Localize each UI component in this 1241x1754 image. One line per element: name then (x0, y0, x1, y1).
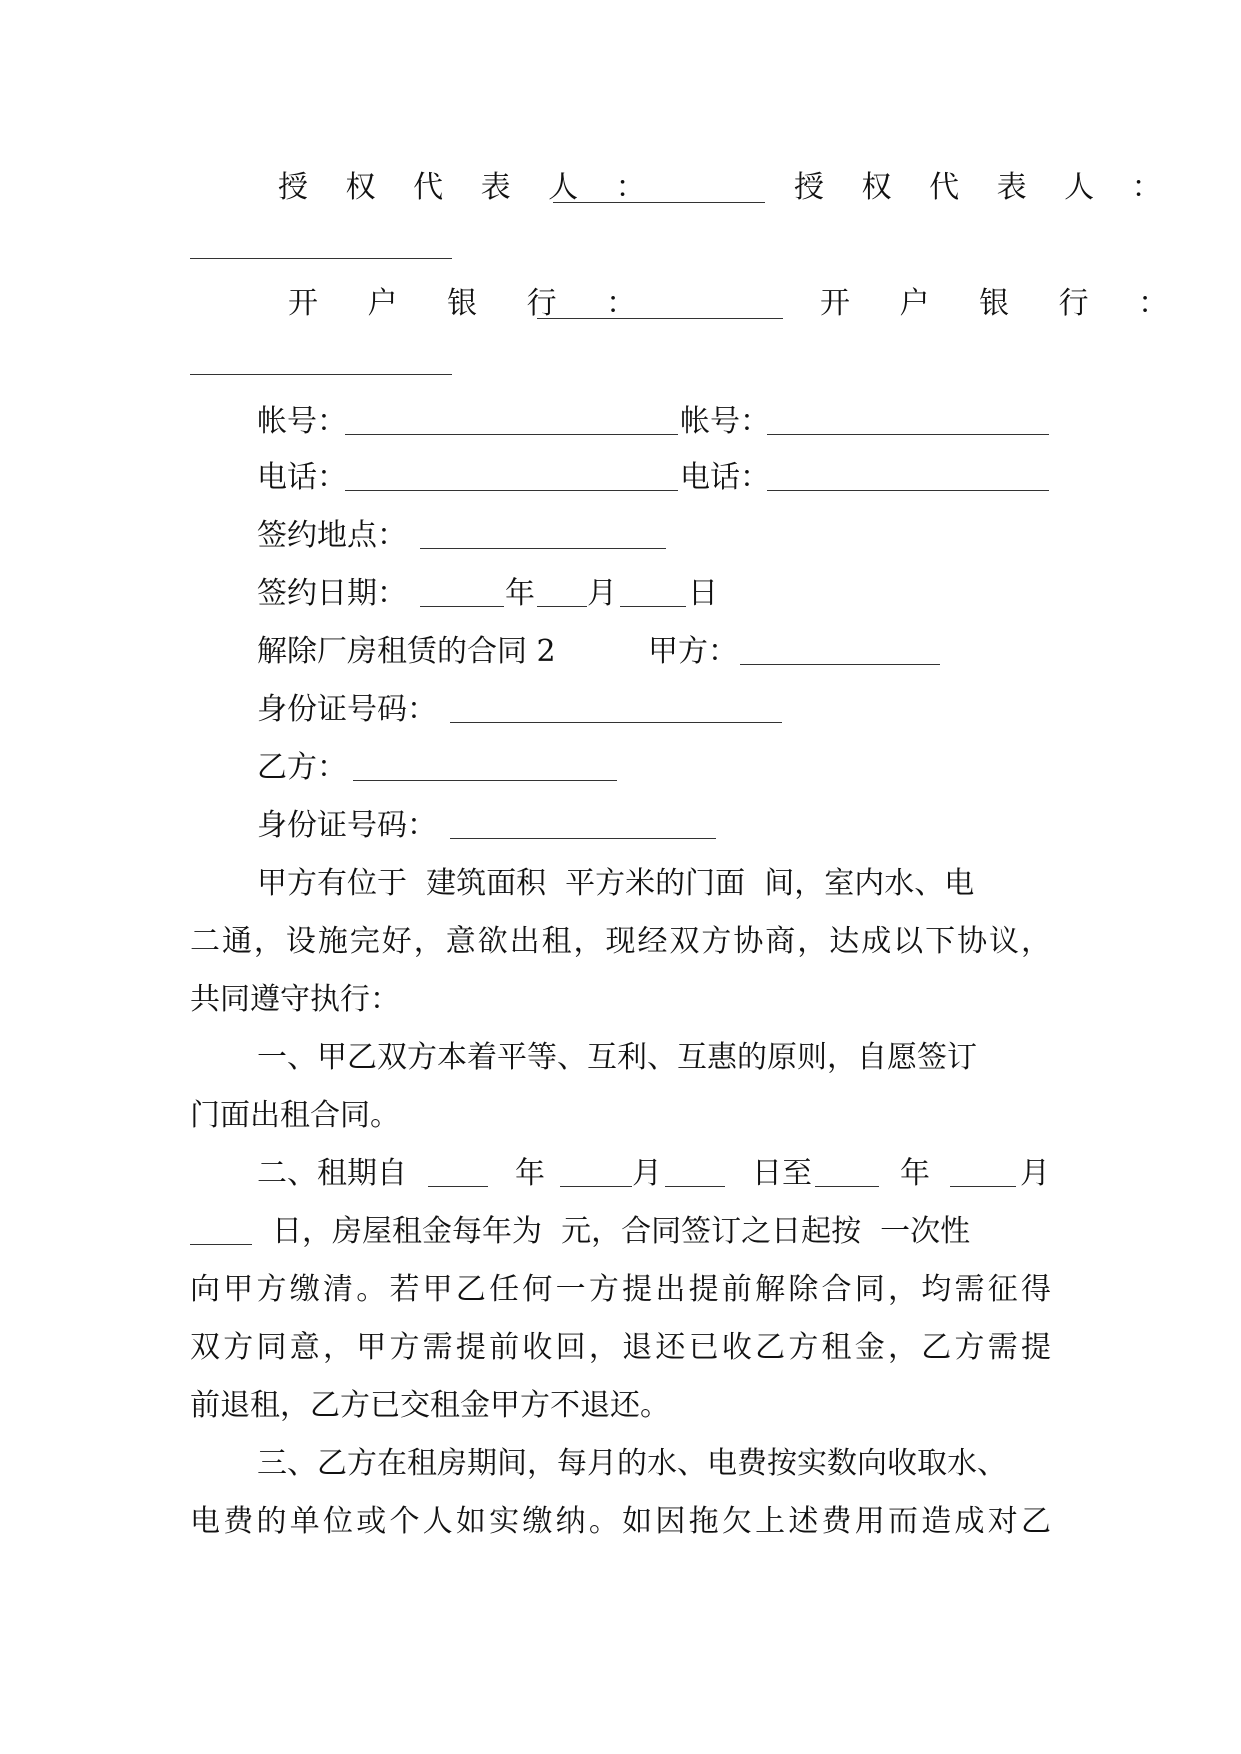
sign-date-month-blank (537, 606, 587, 607)
lease-start-month: 月 (632, 1156, 662, 1191)
lease-end-day-blank (190, 1244, 252, 1245)
lease-start-year-blank (428, 1186, 488, 1187)
id-a-blank (450, 722, 782, 723)
account-label-right: 帐号： (680, 404, 770, 439)
phone-label-right: 电话： (680, 460, 770, 495)
body-paragraph-line: 门面出租合同。 (190, 1098, 400, 1133)
party-a-blank (740, 664, 940, 665)
auth-rep-blank-right (190, 258, 452, 259)
account-blank-right (767, 434, 1049, 435)
sign-date-label: 签约日期： (257, 576, 407, 611)
account-blank-left (345, 434, 678, 435)
sign-place-blank (420, 548, 666, 549)
bank-blank-left (537, 318, 783, 319)
lease-end-label: 日至 (752, 1156, 812, 1191)
sign-date-day: 日 (688, 576, 718, 611)
sign-place-label: 签约地点： (257, 518, 407, 553)
account-label-left: 帐号： (257, 404, 347, 439)
lease-start-month-blank (560, 1186, 632, 1187)
id-b-blank (450, 838, 716, 839)
party-b-label: 乙方： (257, 750, 347, 785)
sign-date-year-blank (420, 606, 504, 607)
id-a-label: 身份证号码： (257, 692, 437, 727)
sign-date-month: 月 (587, 576, 617, 611)
body-paragraph-line: 前退租，乙方已交租金甲方不退还。 (190, 1388, 670, 1423)
party-b-blank (353, 780, 617, 781)
auth-rep-label-left: 授 权 代 表 人 ： (278, 170, 660, 205)
body-paragraph-line: 甲方有位于 建筑面积 平方米的门面 间，室内水、电 (257, 866, 975, 901)
sign-date-day-blank (620, 606, 686, 607)
phone-blank-right (767, 490, 1049, 491)
body-paragraph-line: 三、乙方在租房期间，每月的水、电费按实数向收取水、 (257, 1446, 1007, 1481)
party-a-label: 甲方： (648, 634, 738, 669)
lease-end-year-blank (815, 1186, 879, 1187)
auth-rep-blank-left (553, 202, 765, 203)
phone-blank-left (345, 490, 678, 491)
lease-end-month-blank (950, 1186, 1016, 1187)
body-paragraph-line: 共同遵守执行： (190, 982, 400, 1017)
bank-label-left: 开 户 银 行 ： (288, 286, 657, 321)
lease-start-year: 年 (515, 1156, 545, 1191)
contract-title: 解除厂房租赁的合同 2 (257, 634, 556, 669)
lease-end-year: 年 (900, 1156, 930, 1191)
phone-label-left: 电话： (257, 460, 347, 495)
sign-date-year: 年 (505, 576, 535, 611)
bank-blank-right (190, 374, 452, 375)
body-paragraph-line: 向甲方缴清。若甲乙任何一方提出提前解除合同，均需征得 (190, 1272, 1051, 1307)
body-paragraph-line: 日，房屋租金每年为 元，合同签订之日起按 一次性 (272, 1214, 971, 1249)
body-paragraph-line: 一、甲乙双方本着平等、互利、互惠的原则，自愿签订 (257, 1040, 977, 1075)
auth-rep-label-right: 授 权 代 表 人 ： (794, 170, 1176, 205)
bank-label-right: 开 户 银 行 ： (820, 286, 1189, 321)
body-paragraph-line: 二通，设施完好，意欲出租，现经双方协商，达成以下协议， (190, 924, 1051, 959)
lease-end-month: 月 (1020, 1156, 1050, 1191)
body-paragraph-line: 电费的单位或个人如实缴纳。如因拖欠上述费用而造成对乙 (190, 1504, 1051, 1539)
lease-term-start: 二、租期自 (257, 1156, 407, 1191)
body-paragraph-line: 双方同意，甲方需提前收回，退还已收乙方租金，乙方需提 (190, 1330, 1051, 1365)
lease-start-day-blank (665, 1186, 725, 1187)
id-b-label: 身份证号码： (257, 808, 437, 843)
